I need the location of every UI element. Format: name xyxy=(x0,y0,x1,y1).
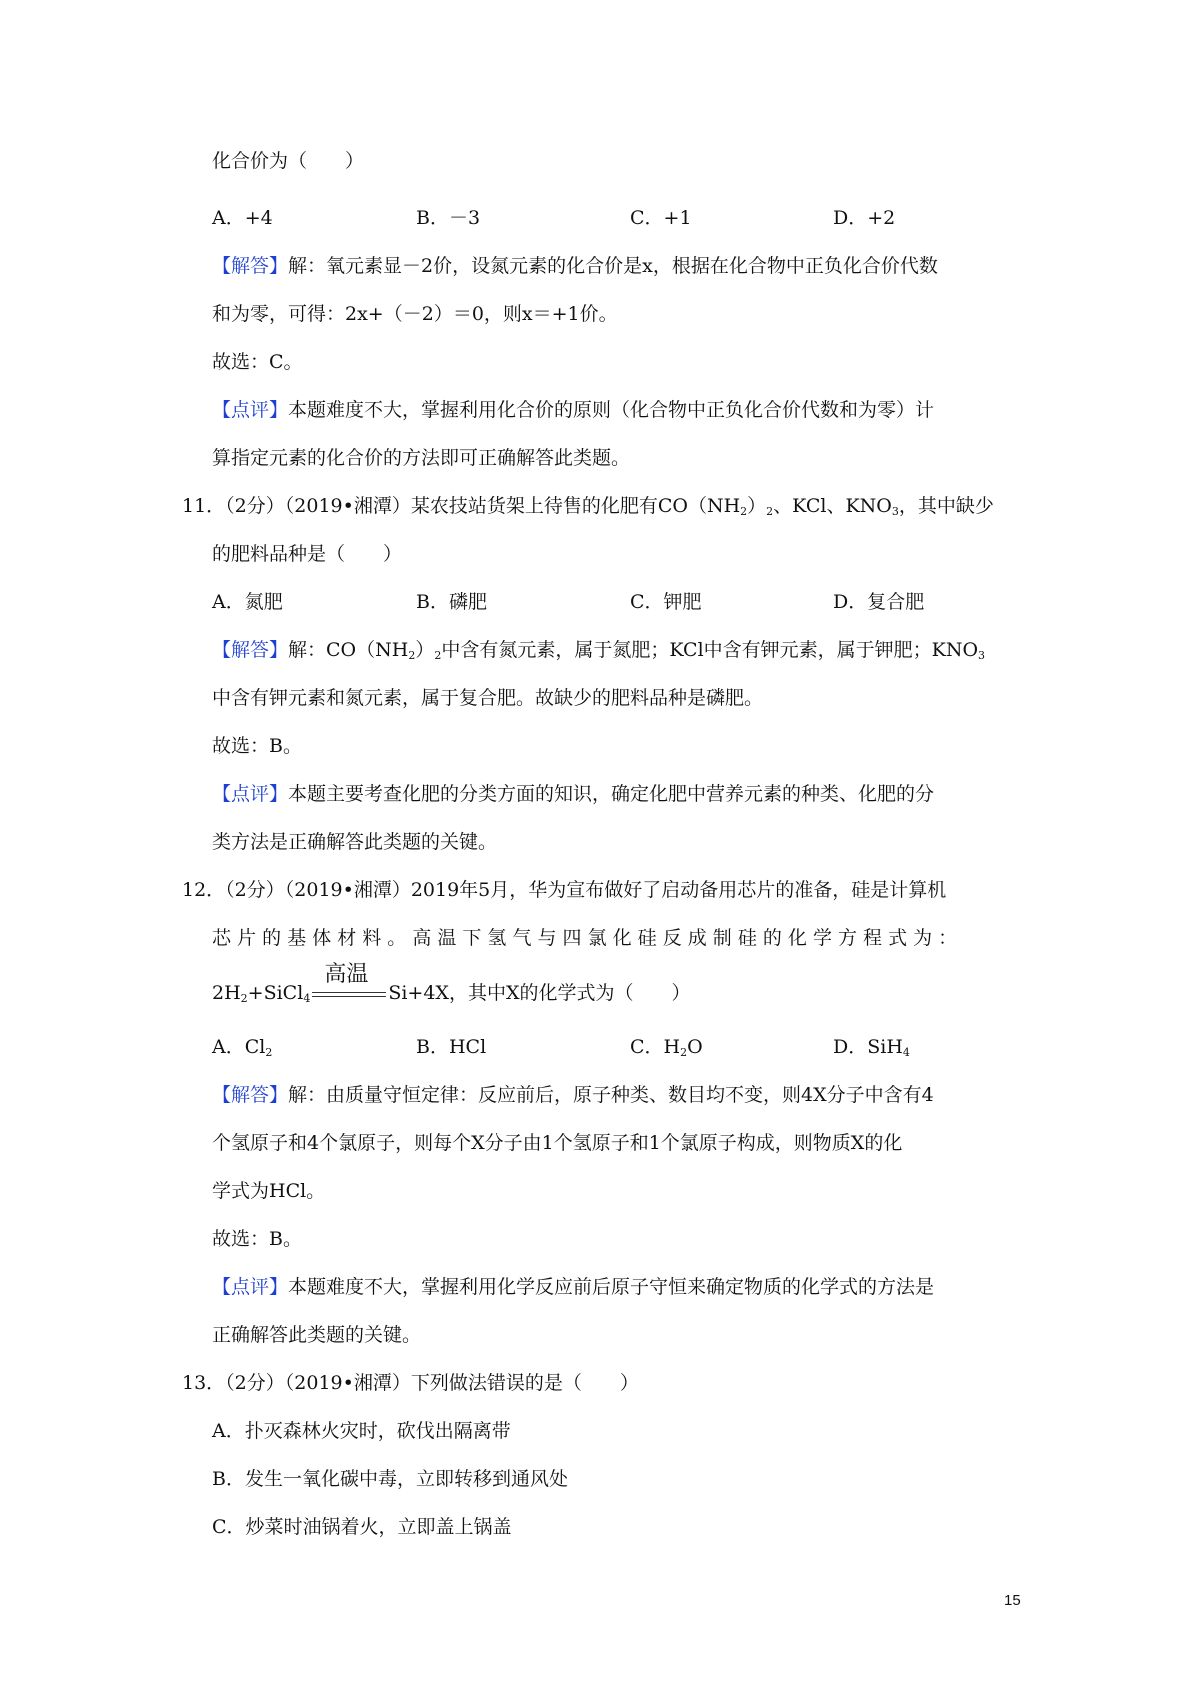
q11-stem-part: ） xyxy=(747,495,767,517)
q13-option-a: A．扑灭森林火灾时，砍伐出隔离带 xyxy=(212,1420,511,1442)
reaction-condition-label: 高温 xyxy=(324,962,369,987)
q12-answer-line1 xyxy=(212,1082,934,1108)
q11-option-b: B．磷肥 xyxy=(416,591,487,613)
q11-comment-line2: 类方法是正确解答此类题的关键。 xyxy=(212,831,498,853)
q11-choice: 故选：B。 xyxy=(212,735,302,757)
answer-text: 中含有氮元素，属于氮肥；KCl中含有钾元素，属于钾肥；KNO xyxy=(441,639,979,661)
equation-part: +SiCl xyxy=(247,982,304,1004)
option-text: C．H xyxy=(630,1036,681,1058)
equation-part: 2H xyxy=(212,982,241,1004)
subscript: 3 xyxy=(891,505,899,518)
q12-stem-line2: 芯 片 的 基 体 材 料 。 高 温 下 氢 气 与 四 氯 化 硅 反 成 制 硅 的 化 学 方 程 式 为 ： xyxy=(212,927,958,949)
option-text: A．Cl xyxy=(212,1036,266,1058)
q11-answer-line1 xyxy=(212,637,985,663)
subscript: 2 xyxy=(680,1046,688,1059)
comment-tag: 【点评】 xyxy=(212,783,289,805)
subscript: 4 xyxy=(303,992,311,1005)
option-text: D．SiH xyxy=(833,1036,903,1058)
subscript: 2 xyxy=(408,649,416,662)
q10-option-a: A．+4 xyxy=(212,207,273,229)
subscript: 2 xyxy=(434,649,442,662)
q10-comment-line1 xyxy=(212,397,934,423)
q11-stem-part: 11．（2分）（2019•湘潭）某农技站货架上待售的化肥有CO（NH xyxy=(182,495,741,517)
q10-option-b: B．－3 xyxy=(416,207,481,229)
q10-option-d: D．+2 xyxy=(833,207,896,229)
q11-stem-part: 、KCl、KNO xyxy=(773,495,892,517)
q12-comment-line1 xyxy=(212,1274,934,1300)
q12-option-c xyxy=(630,1034,703,1060)
comment-tag: 【点评】 xyxy=(212,1276,289,1298)
q12-stem-line1: 12．（2分）（2019•湘潭）2019年5月，华为宣布做好了启动备用芯片的准备，硅是计算机 xyxy=(182,879,947,901)
subscript: 2 xyxy=(240,992,248,1005)
equation-part: Si+4X，其中X的化学式为（ ） xyxy=(388,982,691,1004)
answer-tag: 【解答】 xyxy=(212,1084,289,1106)
q10-choice: 故选：C。 xyxy=(212,351,303,373)
comment-text: 本题主要考查化肥的分类方面的知识，确定化肥中营养元素的种类、化肥的分 xyxy=(288,783,935,805)
subscript: 2 xyxy=(740,505,748,518)
q13-option-c: C．炒菜时油锅着火，立即盖上锅盖 xyxy=(212,1516,512,1538)
option-text: O xyxy=(687,1036,703,1058)
q12-option-b: B．HCl xyxy=(416,1036,487,1058)
q11-option-c: C．钾肥 xyxy=(630,591,702,613)
reaction-condition-sign xyxy=(310,962,388,1006)
answer-text: ） xyxy=(415,639,435,661)
subscript: 4 xyxy=(902,1046,910,1059)
q10-option-c: C．+1 xyxy=(630,207,692,229)
comment-text: 本题难度不大，掌握利用化合价的原则（化合物中正负化合价代数和为零）计 xyxy=(288,399,935,421)
comment-tag: 【点评】 xyxy=(212,399,289,421)
q12-comment-line2: 正确解答此类题的关键。 xyxy=(212,1324,422,1346)
answer-text: 解：CO（NH xyxy=(288,639,409,661)
q11-stem-part: ，其中缺少 xyxy=(898,495,994,517)
q12-answer-line2: 个氢原子和4个氯原子，则每个X分子由1个氢原子和1个氯原子构成，则物质X的化 xyxy=(212,1132,903,1154)
equals-bar xyxy=(312,996,386,997)
subscript: 2 xyxy=(265,1046,273,1059)
q11-option-a: A．氮肥 xyxy=(212,591,283,613)
answer-text: 解：氧元素显－2价，设氮元素的化合价是x，根据在化合物中正负化合价代数 xyxy=(288,255,938,277)
q10-answer-line1 xyxy=(212,253,938,279)
equals-bar xyxy=(312,992,386,993)
q13-stem: 13．（2分）（2019•湘潭）下列做法错误的是（ ） xyxy=(182,1372,639,1394)
page-number: 15 xyxy=(1004,1592,1021,1609)
q12-option-a xyxy=(212,1034,272,1060)
q10-stem-tail: 化合价为（ ） xyxy=(212,150,365,172)
q11-option-d: D．复合肥 xyxy=(833,591,925,613)
q11-answer-line2: 中含有钾元素和氮元素，属于复合肥。故缺少的肥料品种是磷肥。 xyxy=(212,687,764,709)
q13-option-b: B．发生一氧化碳中毒，立即转移到通风处 xyxy=(212,1468,568,1490)
q11-stem-line1 xyxy=(182,493,994,519)
q12-answer-line3: 学式为HCl。 xyxy=(212,1180,326,1202)
q10-comment-line2: 算指定元素的化合价的方法即可正确解答此类题。 xyxy=(212,447,631,469)
answer-text: 解：由质量守恒定律：反应前后，原子种类、数目均不变，则4X分子中含有4 xyxy=(288,1084,934,1106)
subscript: 2 xyxy=(766,505,774,518)
q12-option-d xyxy=(833,1034,910,1060)
answer-tag: 【解答】 xyxy=(212,639,289,661)
q12-choice: 故选：B。 xyxy=(212,1228,302,1250)
q12-equation-line xyxy=(212,962,691,1006)
q11-comment-line1 xyxy=(212,781,934,807)
q11-stem-line2: 的肥料品种是（ ） xyxy=(212,543,403,565)
comment-text: 本题难度不大，掌握利用化学反应前后原子守恒来确定物质的化学式的方法是 xyxy=(288,1276,935,1298)
subscript: 3 xyxy=(978,649,986,662)
answer-tag: 【解答】 xyxy=(212,255,289,277)
q10-answer-line2: 和为零，可得：2x+（－2）＝0，则x＝+1价。 xyxy=(212,303,618,325)
